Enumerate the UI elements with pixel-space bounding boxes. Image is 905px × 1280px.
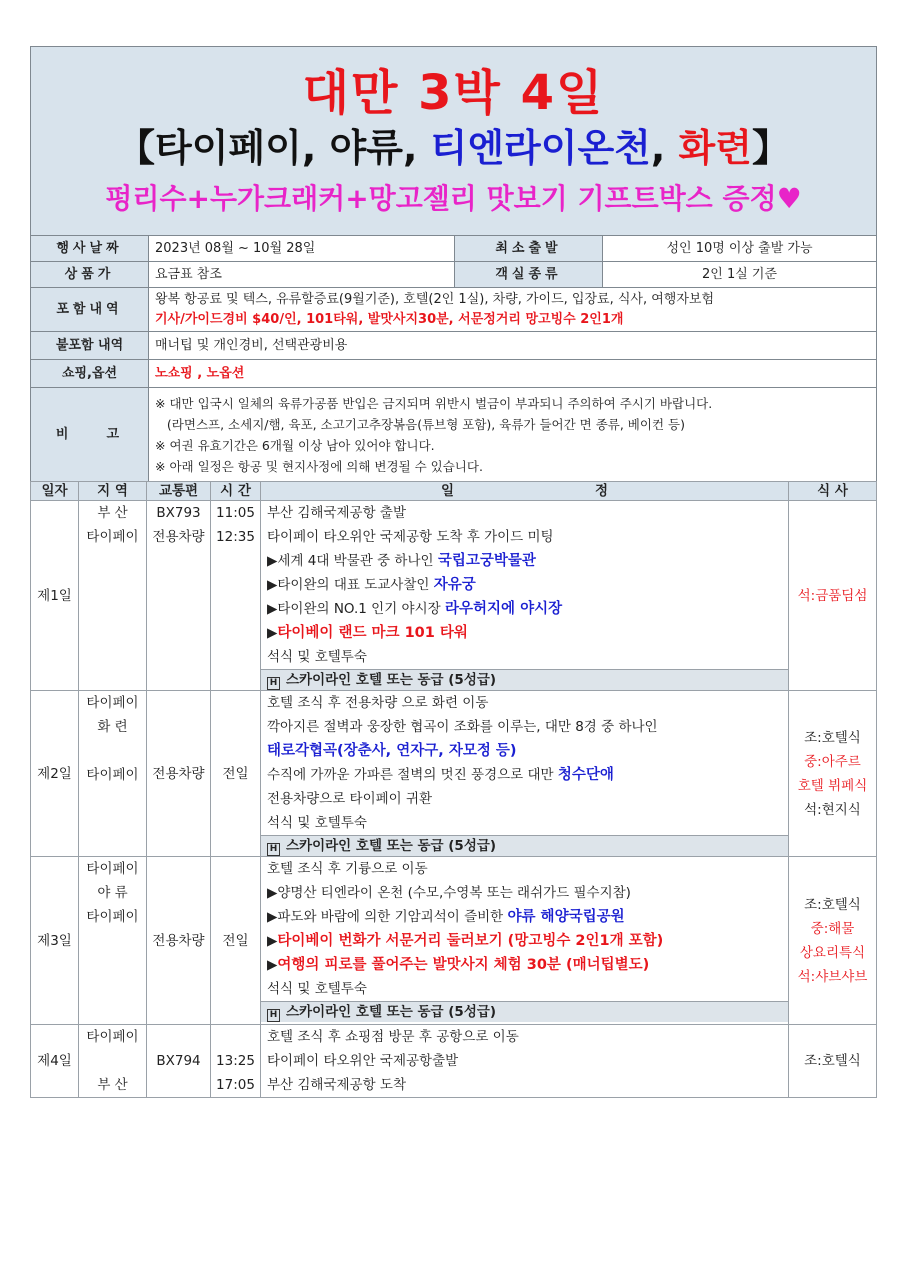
note-line: ※ 아래 일정은 항공 및 현지사정에 의해 변경될 수 있습니다. [155, 458, 483, 474]
plan-line [267, 811, 782, 835]
time-cell [211, 501, 261, 691]
time: 17:05 [216, 1077, 255, 1093]
plan-line [267, 739, 782, 763]
plan-line [267, 525, 782, 549]
region: 부 산 [97, 505, 128, 521]
transport-cell [147, 691, 211, 857]
schedule-body [31, 501, 877, 1098]
plan-text: ▶타이완의 NO.1 인기 야시장 [267, 601, 445, 617]
meal-cell [789, 691, 877, 857]
schedule-row [31, 857, 877, 1025]
min-departure-value: 성인 10명 이상 출발 가능 [603, 236, 877, 262]
time-cell [211, 857, 261, 1025]
included-line-2: 기사/가이드경비 $40/인, 101타워, 발맛사지30분, 서문정거리 망고빙수 2인1개 [155, 311, 624, 327]
plan-text: ▶ [267, 933, 278, 949]
promo-text: 펑리수+누가크래커+망고젤리 맛보기 기프트박스 증정♥ [105, 182, 802, 215]
plan-text: 타이페이 타오위안 국제공항출발 [267, 1053, 459, 1069]
plan-text: ▶ [267, 625, 278, 641]
plan-line [267, 1025, 782, 1049]
notes-value [149, 388, 877, 482]
plan-text: 전용차량으로 타이페이 귀환 [267, 791, 433, 807]
transport-cell [147, 1025, 211, 1098]
plan-line [267, 1049, 782, 1073]
plan-text: 부산 김해국제공항 도착 [267, 1077, 406, 1093]
region: 부 산 [97, 1077, 128, 1093]
region: 타이페이 [86, 909, 139, 925]
plan-line [267, 691, 782, 715]
note-line: (라면스프, 소세지/햄, 육포, 소고기고추장볶음(튜브형 포함), 육류가 들어간 면 종류, 베이컨 등) [155, 416, 685, 432]
plan-cell [261, 691, 789, 857]
time: 13:25 [216, 1053, 255, 1069]
plan-line [267, 905, 782, 929]
meal-cell [789, 1025, 877, 1098]
meal-item: 조:호텔식 [804, 1053, 861, 1069]
meal-cell [789, 857, 877, 1025]
meal-item: 중:해물 [810, 920, 855, 937]
plan-line [267, 549, 782, 573]
hotel-line [261, 669, 788, 690]
plan-text: ▶ [267, 957, 278, 973]
transport: BX793 [156, 505, 201, 521]
day-label: 제1일 [31, 501, 79, 691]
transport: 전용차량 [152, 932, 205, 949]
region: 타이페이 [86, 695, 139, 711]
schedule-row [31, 501, 877, 691]
price-label: 상품가 [31, 262, 149, 288]
plan-text: 석식 및 호텔투숙 [267, 981, 367, 997]
hotel-icon: H [267, 1009, 280, 1022]
time: 전일 [222, 765, 249, 782]
plan-highlight: 야류 해양국립공원 [507, 909, 625, 925]
excluded-value: 매너팁 및 개인경비, 선택관광비용 [149, 332, 877, 360]
region: 야 류 [97, 885, 128, 901]
meal-cell [789, 501, 877, 691]
plan-highlight: 타이베이 랜드 마크 101 타워 [277, 625, 468, 641]
time-cell [211, 1025, 261, 1098]
plan-text: 부산 김해국제공항 출발 [267, 505, 406, 521]
meal-item: 중:아주르 [804, 753, 861, 770]
transport [149, 1025, 208, 1049]
plan-text: 석식 및 호텔투숙 [267, 649, 367, 665]
time-cell [211, 691, 261, 857]
time: 전일 [222, 932, 249, 949]
schedule-row [31, 691, 877, 857]
plan-text: ▶양명산 티엔라이 온천 (수모,수영복 또는 래쉬가드 필수지참) [267, 885, 631, 901]
col-time: 시 간 [211, 482, 261, 501]
hotel-text: 스카이라인 호텔 또는 동급 (5성급) [286, 1004, 497, 1020]
price-value: 요금표 참조 [149, 262, 455, 288]
day-label: 제2일 [31, 691, 79, 857]
region: 타이페이 [86, 767, 139, 783]
meal-item: 석:샤브샤브 [797, 968, 868, 985]
plan-text: ▶타이완의 대표 도교사찰인 [267, 577, 434, 593]
included-value [149, 288, 877, 332]
region: 타이페이 [86, 1029, 139, 1045]
page-title: 대만 3박 4일 [302, 65, 605, 121]
plan-text: ▶세계 4대 박물관 중 하나인 [267, 553, 438, 569]
day-label: 제3일 [31, 857, 79, 1025]
region [81, 1049, 144, 1073]
plan-line [267, 763, 782, 787]
notes-label: 비 고 [31, 388, 149, 482]
region-cell [79, 501, 147, 691]
room-type-value: 2인 1실 기준 [603, 262, 877, 288]
region: 타이페이 [86, 861, 139, 877]
included-line-1: 왕복 항공료 및 텍스, 유류할증료(9월기준), 호텔(2인 1실), 차량, 가이드, 입장료, 식사, 여행자보험 [155, 291, 715, 307]
title-banner [31, 47, 877, 236]
hotel-icon: H [267, 843, 280, 856]
plan-line [267, 881, 782, 905]
hotel-icon: H [267, 677, 280, 690]
plan-highlight: 자유궁 [433, 577, 476, 593]
meal-item: 조:호텔식 [804, 729, 861, 746]
col-plan: 일 정 [261, 482, 789, 501]
plan-line [267, 977, 782, 1001]
transport: BX794 [156, 1053, 201, 1069]
plan-highlight: 국립고궁박물관 [437, 553, 536, 569]
plan-text: 깍아지른 절벽과 웅장한 협곡이 조화를 이루는, 대만 8경 중 하나인 [267, 719, 658, 735]
plan-line [267, 597, 782, 621]
meal-item: 상요리특식 [799, 944, 866, 961]
time: 12:35 [216, 529, 255, 545]
included-label: 포함내역 [31, 288, 149, 332]
min-departure-label: 최소출발 [455, 236, 603, 262]
page-subtitle: 【타이페이, 야류, 티엔라이온천, 화련】 [117, 126, 790, 170]
meal-item: 호텔 뷔페식 [797, 777, 868, 794]
region-cell [79, 1025, 147, 1098]
plan-line [267, 715, 782, 739]
plan-line [267, 787, 782, 811]
plan-line [267, 573, 782, 597]
meal-item: 석:현지식 [804, 801, 861, 818]
plan-text: 호텔 조식 후 기륭으로 이동 [267, 861, 428, 877]
note-line: ※ 여권 유효기간은 6개월 이상 남아 있어야 합니다. [155, 437, 435, 453]
plan-line [267, 953, 782, 977]
plan-text: 수직에 가까운 가파른 절벽의 멋진 풍경으로 대만 [267, 767, 558, 783]
col-meal: 식 사 [789, 482, 877, 501]
plan-highlight: 청수단애 [557, 767, 614, 783]
col-transport: 교통편 [147, 482, 211, 501]
note-line: ※ 대만 입국시 일체의 육류가공품 반입은 금지되며 위반시 벌금이 부과되니 주의하여 주시기 바랍니다. [155, 395, 713, 411]
plan-cell [261, 1025, 789, 1098]
transport-cell [147, 501, 211, 691]
transport-cell [147, 857, 211, 1025]
region [81, 739, 144, 763]
meal-item: 석:금품딤섬 [797, 587, 868, 604]
plan-text: ▶파도와 바람에 의한 기암괴석이 즐비한 [267, 909, 508, 925]
hotel-text: 스카이라인 호텔 또는 동급 (5성급) [286, 838, 497, 854]
meal-item: 조:호텔식 [804, 896, 861, 913]
transport [149, 1073, 208, 1097]
plan-line [267, 929, 782, 953]
region-cell [79, 857, 147, 1025]
col-region: 지 역 [79, 482, 147, 501]
plan-text: 호텔 조식 후 쇼핑점 방문 후 공항으로 이동 [267, 1029, 519, 1045]
day-label: 제4일 [31, 1025, 79, 1098]
plan-highlight: 라우허지에 야시장 [444, 601, 563, 617]
region: 타이페이 [86, 529, 139, 545]
info-table [30, 46, 877, 482]
region-cell [79, 691, 147, 857]
plan-line [267, 621, 782, 645]
plan-cell [261, 501, 789, 691]
plan-text: 석식 및 호텔투숙 [267, 815, 367, 831]
plan-cell [261, 857, 789, 1025]
date-value: 2023년 08월 ~ 10월 28일 [149, 236, 455, 262]
excluded-label: 불포함 내역 [31, 332, 149, 360]
schedule-row [31, 1025, 877, 1098]
plan-line [267, 857, 782, 881]
time: 11:05 [216, 505, 255, 521]
hotel-text: 스카이라인 호텔 또는 동급 (5성급) [286, 672, 497, 688]
plan-highlight: 타이베이 번화가 서문거리 둘러보기 (망고빙수 2인1개 포함) [277, 933, 664, 949]
plan-highlight: 태로각협곡(장춘사, 연자구, 자모정 등) [267, 743, 517, 759]
itinerary-document [30, 46, 876, 1098]
shopping-label: 쇼핑,옵션 [31, 360, 149, 388]
region: 화 련 [97, 719, 128, 735]
schedule-table [30, 481, 877, 1098]
plan-text: 타이페이 타오위안 국제공항 도착 후 가이드 미팅 [267, 529, 554, 545]
shopping-value: 노쇼핑 , 노옵션 [149, 360, 877, 388]
room-type-label: 객실종류 [455, 262, 603, 288]
hotel-line [261, 835, 788, 856]
transport: 전용차량 [152, 765, 205, 782]
hotel-line [261, 1001, 788, 1022]
plan-text: 호텔 조식 후 전용차량 으로 화련 이동 [267, 695, 489, 711]
plan-line [267, 1073, 782, 1097]
col-day: 일자 [31, 482, 79, 501]
plan-line [267, 645, 782, 669]
plan-line [267, 501, 782, 525]
transport: 전용차량 [152, 529, 205, 545]
plan-highlight: 여행의 피로를 풀어주는 발맛사지 체험 30분 (매너팁별도) [277, 957, 650, 973]
date-label: 행사날짜 [31, 236, 149, 262]
time [213, 1025, 258, 1049]
